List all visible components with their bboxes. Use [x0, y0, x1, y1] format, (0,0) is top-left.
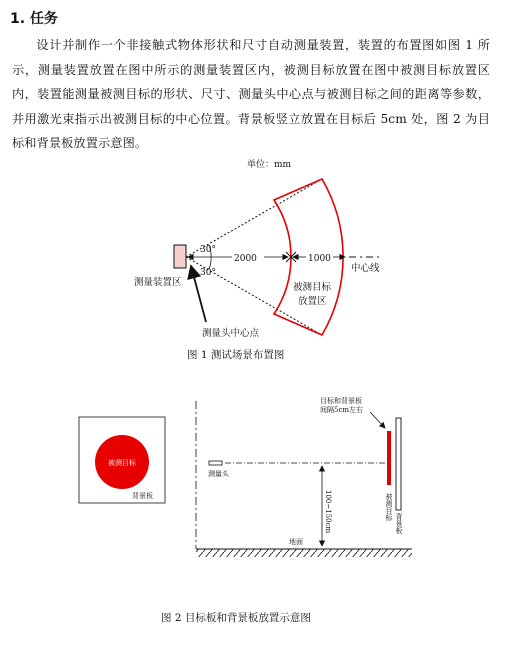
center-line-label: 中心线 — [351, 263, 380, 274]
task-paragraph: 设计并制作一个非接触式物体形状和尺寸自动测量装置，装置的布置图如图 1 所示，测量装置放置在图中所示的测量装置区内，被测目标放置在图中被测目标放置区内，装置能测量被测目标的形状、尺寸、测量头中心点与被测目标之间的距离等参数，并用激光束指示出被测目标的中心位置。背景板竖立放置在目标后 5cm 处，图 2 为目标和背景板放置示意图。 — [12, 38, 490, 150]
height-label: 100~150cm — [324, 490, 332, 534]
side-board-label: 背景板 — [395, 513, 403, 534]
figure-1 — [134, 158, 381, 361]
ground-hatching — [196, 549, 412, 557]
red-target-label: 被测目标 — [108, 459, 136, 467]
ground-label: 地面 — [289, 538, 303, 546]
gap-note-pointer — [370, 412, 385, 428]
gap-note-line-1: 目标和背景板 — [320, 397, 362, 405]
head-center-label: 测量头中心点 — [202, 328, 260, 339]
measurement-device — [174, 245, 186, 268]
section-number: 1. — [10, 11, 26, 27]
angle-bottom: 30° — [200, 268, 216, 278]
section-title: 任务 — [29, 11, 58, 27]
figure-2-caption: 图 2 目标板和背景板放置示意图 — [161, 612, 311, 624]
target-side-view — [387, 431, 391, 485]
measurement-head — [209, 461, 222, 465]
board-label-front: 背景板 — [132, 492, 153, 500]
angle-top: 30° — [200, 245, 216, 255]
gap-note-line-2: 间隔5cm左右 — [320, 406, 364, 414]
dim-1000-label: 1000 — [308, 254, 331, 264]
target-area-label-2: 放置区 — [298, 296, 327, 307]
device-area-label: 测量装置区 — [134, 277, 182, 288]
head-label: 测量头 — [208, 470, 229, 478]
background-board-side-view — [396, 418, 401, 510]
figure-1-caption: 图 1 测试场景布置图 — [187, 349, 285, 361]
side-target-label: 被测目标 — [385, 493, 393, 521]
figure-2 — [79, 396, 412, 624]
target-area-label-1: 被测目标 — [293, 282, 332, 293]
unit-label: 单位：mm — [247, 160, 292, 170]
dim-2000-label: 2000 — [234, 254, 257, 264]
